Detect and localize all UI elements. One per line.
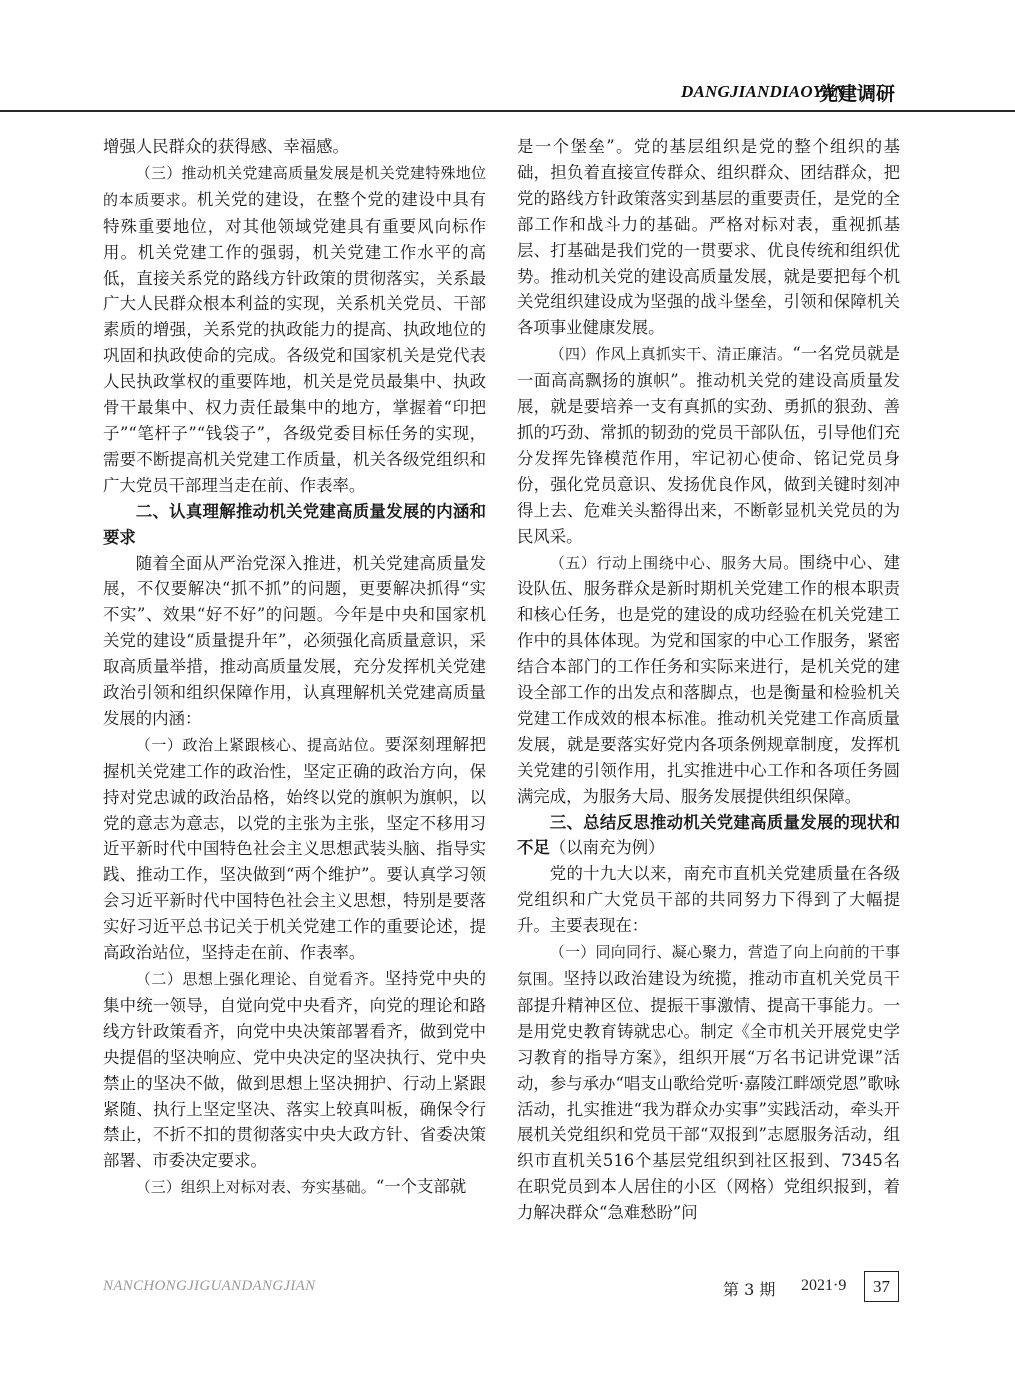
body-paragraph xyxy=(103,551,486,732)
body-paragraph xyxy=(103,134,486,160)
footer-journal-name: NANCHONGJIGUANDANGJIAN xyxy=(103,1278,316,1294)
paragraph-lead: （三）组织上对标对表、夯实基础。 xyxy=(135,1178,376,1197)
paragraph-text: “一个支部就 xyxy=(375,1177,467,1197)
footer-date: 2021·9 xyxy=(801,1277,847,1294)
section-heading-text: 三、总结反思推动机关党建高质量发展的现状和不足 xyxy=(517,812,900,858)
body-paragraph xyxy=(517,134,900,341)
paragraph-lead: （四）作风上真抓实干、清正廉洁。 xyxy=(549,345,793,364)
section-heading-text: 二、认真理解推动机关党建高质量发展的内涵和要求 xyxy=(103,501,486,547)
page-number: 37 xyxy=(864,1271,899,1302)
running-footer xyxy=(0,1268,1015,1308)
body-paragraph xyxy=(103,160,486,499)
section-heading-suffix: （以南充为例） xyxy=(549,838,665,858)
paragraph-text: 围绕中心、建设队伍、服务群众是新时期机关党建工作的根本职责和核心任务，也是党的建设的成功经验在机关党建工作中的具体体现。为党和国家的中心工作服务，紧密结合本部门的工作任务和实际来进行，是机关党的建设全部工作的出发点和落脚点，也是衡量和检验机关党建工作成效的根本标准。推动机关党建工作高质量发展，就是要落实好党内各项条例规章制度，发挥机关党建的引领作用，扎实推进中心工作和各项任务圆满完成，为服务大局、服务发展提供组织保障。 xyxy=(517,552,900,806)
paragraph-text: 坚持以政治建设为统揽，推动市直机关党员干部提升精神区位、提振干事激情、提高干事能力。一是用党史教育铸就忠心。制定《全市机关开展党史学习教育的指导方案》，组织开展“万名书记讲党课”活动，参与承办“唱支山歌给党听·嘉陵江畔颂党恩”歌咏活动，扎实推进“我为群众办实事”实践活动，牵头开展机关党组织和党员干部“双报到”志愿服务活动，组织市直机关516个基层党组织到社区报到、7345名在职党员到本人居住的小区（网格）党组织报到，着力解决群众“急难愁盼”问 xyxy=(517,969,900,1223)
body-paragraph xyxy=(517,861,900,939)
paragraph-text: 机关党的建设，在整个党的建设中具有特殊重要地位，对其他领域党建具有重要风向标作用。机关党建工作的强弱，机关党建工作水平的高低，直接关系党的路线方针政策的贯彻落实，关系最广大人民群众根本利益的实现，关系机关党员、干部素质的增强，关系党的执政能力的提高、执政地位的巩固和执政使命的完成。各级党和国家机关是党代表人民执政掌权的重要阵地，机关是党员最集中、执政骨干最集中、权力责任最集中的地方，掌握着“印把子”“笔杆子”“钱袋子”，各级党委目标任务的实现，需要不断提高机关党建工作质量，机关各级党组织和广大党员干部理当走在前、作表率。 xyxy=(103,189,486,495)
paragraph-lead: （三）推动机关党建高质量发展是机关党建特殊地位的本质要求。 xyxy=(103,163,486,209)
paragraph-lead: （二）思想上强化理论、自觉看齐。 xyxy=(135,970,385,988)
paragraph-text: 随着全面从严治党深入推进，机关党建高质量发展，不仅要解决“抓不抓”的问题，更要解决抓得“实不实”、效果“好不好”的问题。今年是中央和国家机关党的建设“质量提升年”，必须强化高质量意识，采取高质量举措，推动高质量发展，充分发挥机关党建政治引领和组织保障作用，认真理解机关党建高质量发展的内涵： xyxy=(103,553,486,728)
body-paragraph xyxy=(103,966,486,1174)
paragraph-text: 增强人民群众的获得感、幸福感。 xyxy=(103,137,349,156)
paragraph-lead: （一）同向同行、凝心聚力，营造了向上向前的干事氛围。 xyxy=(517,943,900,988)
paragraph-text: 坚持党中央的集中统一领导，自觉向党中央看齐，向党的理论和路线方针政策看齐，向党中央决策部署看齐，做到党中央提倡的坚决响应、党中央决定的坚决执行、党中央禁止的坚决不做，做到思想上坚决拥护、行动上紧跟紧随、执行上坚定坚决、落实上较真叫板，确保令行禁止，不折不扣的贯彻落实中央大政方针、省委决策部署、市委决定要求。 xyxy=(103,969,486,1171)
body-paragraph xyxy=(103,1174,486,1201)
right-text-column xyxy=(517,134,900,1226)
section-heading xyxy=(517,810,900,862)
body-paragraph xyxy=(517,550,900,810)
paragraph-text: 党的十九大以来，南充市直机关党建质量在各级党组织和广大党员干部的共同努力下得到了大幅提升。主要表现在： xyxy=(517,864,900,936)
footer-issue-number: 第 3 期 xyxy=(723,1280,776,1299)
left-text-column xyxy=(103,134,486,1201)
paragraph-text: 是一个堡垒”。党的基层组织是党的整个组织的基础，担负着直接宣传群众、组织群众、团结群众，把党的路线方针政策落实到基层的重要责任，是党的全部工作和战斗力的基础。严格对标对表，重视抓基层、打基础是我们党的一贯要求、优良传统和组织优势。推动机关党的建设高质量发展，就是要把每个机关党组织建设成为坚强的战斗堡垒，引领和保障机关各项事业健康发展。 xyxy=(517,137,900,338)
header-rule xyxy=(0,110,1015,112)
section-heading xyxy=(103,499,486,551)
paragraph-lead: （一）政治上紧跟核心、提高站位。 xyxy=(135,735,385,754)
running-header xyxy=(0,78,1015,112)
header-latin-title: DANGJIANDIAOYAN xyxy=(681,82,847,101)
header-section-title: 党建调研 xyxy=(819,83,896,105)
paragraph-text: “一名党员就是一面高高飘扬的旗帜”。推动机关党的建设高质量发展，就是要培养一支有真抓的实劲、勇抓的狠劲、善抓的巧劲、常抓的韧劲的党员干部队伍，引导他们充分发挥先锋模范作用，牢记初心使命、铭记党员身份，强化党员意识、发扬优良作风，做到关键时刻冲得上去、危难关头豁得出来，不断彰显机关党员的为民风采。 xyxy=(517,344,900,546)
body-paragraph xyxy=(517,341,900,549)
paragraph-text: 要深刻理解把握机关党建工作的政治性，坚定正确的政治方向，保持对党忠诚的政治品格，始终以党的旗帜为旗帜，以党的意志为意志，以党的主张为主张，坚定不移用习近平新时代中国特色社会主义思想武装头脑、指导实践、推动工作，坚决做到“两个维护”。要认真学习领会习近平新时代中国特色社会主义思想，特别是要落实好习近平总书记关于机关党建工作的重要论述，提高政治站位，坚持走在前、作表率。 xyxy=(103,734,486,963)
body-paragraph xyxy=(517,939,900,1226)
paragraph-lead: （五）行动上围绕中心、服务大局。 xyxy=(549,553,799,572)
body-paragraph xyxy=(103,732,486,966)
